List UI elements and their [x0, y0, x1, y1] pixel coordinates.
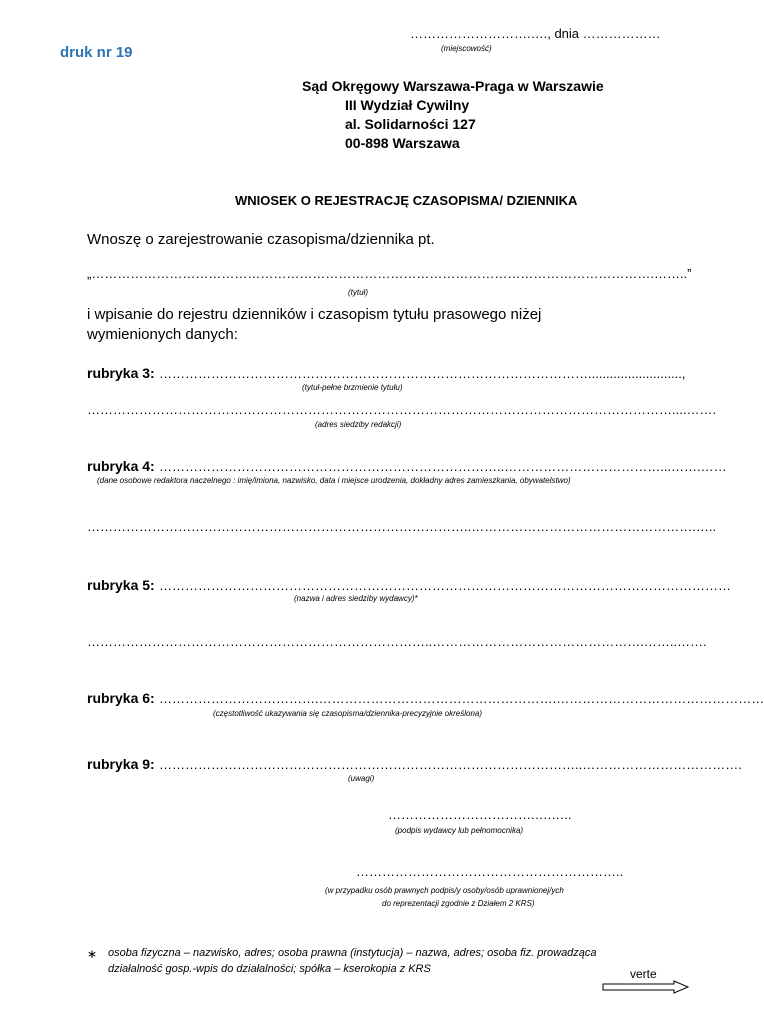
rubryka-9-field[interactable]: ……………………………………………………………………………………..………………………………. [159, 757, 742, 772]
rubryka-4-label: rubryka 4: [87, 458, 155, 474]
intro-text: Wnoszę o zarejestrowanie czasopisma/dziennika pt. [87, 231, 435, 248]
document-title: WNIOSEK O REJESTRACJĘ CZASOPISMA/ DZIENNIKA [235, 193, 578, 208]
footnote-marker: ∗ [87, 947, 98, 961]
form-number: druk nr 19 [60, 44, 133, 61]
legal-person-signature-field[interactable]: …………………………………………………….. [356, 864, 624, 879]
court-city: 00-898 Warszawa [345, 135, 460, 151]
rubryka-9-label: rubryka 9: [87, 756, 155, 772]
rubryka-4-caption: (dane osobowe redaktora naczelnego : imię/imiona, nazwisko, data i miejsce urodzenia, dokładny adres zamieszkania, obywatelstwo) [97, 476, 571, 485]
place-date-line: ……………………….…., dnia ……………… [410, 26, 661, 41]
rubryka-6-caption: (częstotliwość ukazywania się czasopisma/dziennika-precyzyjnie określona) [213, 709, 482, 718]
legal-person-caption-line1: (w przypadku osób prawnych podpis/y osoby/osób uprawnionej/ych [325, 886, 564, 895]
rubryka-9-caption: (uwagi) [348, 774, 375, 783]
arrow-right-icon [602, 980, 690, 994]
redakcja-address-field[interactable]: ………………………………………………………………………………………………………………………....……. [87, 402, 717, 417]
court-street: al. Solidarności 127 [345, 116, 476, 132]
rubryka-4-field[interactable]: ……………………………………………………………………..………………………………...…….…… [159, 459, 727, 474]
verte-label: verte [630, 967, 657, 981]
rubryka-5-caption: (nazwa i adres siedziby wydawcy)* [294, 594, 418, 603]
footnote-line2: działalność gosp.-wpis do działalności; spółka – kserokopia z KRS [108, 963, 431, 975]
rubryka-4-extra-field[interactable]: ……………………………………………………………………………..…………………………………………….….. [87, 519, 717, 534]
footnote-line1: osoba fizyczna – nazwisko, adres; osoba prawna (instytucja) – nazwa, adres; osoba fiz. prowadząca [108, 947, 597, 959]
legal-person-caption-line2: do reprezentacji zgodnie z Działem 2 KRS) [382, 899, 535, 908]
redakcja-address-caption: (adres siedziby redakcji) [315, 420, 402, 429]
place-caption: (miejscowość) [441, 44, 492, 53]
publisher-signature-field[interactable]: …………………………….….….. [388, 807, 572, 822]
court-name: Sąd Okręgowy Warszawa-Praga w Warszawie [302, 78, 604, 94]
rubryka-3-label: rubryka 3: [87, 365, 155, 381]
rubryka-5-field[interactable]: …………………………………………………………………………………………………………………… [159, 578, 731, 593]
rubryka-6-label: rubryka 6: [87, 690, 155, 706]
title-caption: (tytuł) [348, 288, 368, 297]
title-field[interactable]: „………………………………………………………………………………………………………………….……..” [87, 266, 692, 281]
court-division: III Wydział Cywilny [345, 97, 470, 113]
publisher-signature-caption: (podpis wydawcy lub pełnomocnika) [395, 826, 524, 835]
rubryka-6-field[interactable]: ……………………………….……………………………………………….………………………………………… [159, 691, 764, 706]
rubryka-3-caption: (tytuł-pełne brzmienie tytułu) [302, 383, 403, 392]
request-text: i wpisanie do rejestru dzienników i czasopism tytułu prasowego niżej wymienionych danych: [87, 306, 542, 343]
rubryka-3-field[interactable]: ……………………………………………………………………………………….........................., [159, 366, 686, 381]
rubryka-5-label: rubryka 5: [87, 577, 155, 593]
rubryka-5-extra-field[interactable]: ……………………………………………………………………..………………………………………….……..……. [87, 634, 707, 649]
